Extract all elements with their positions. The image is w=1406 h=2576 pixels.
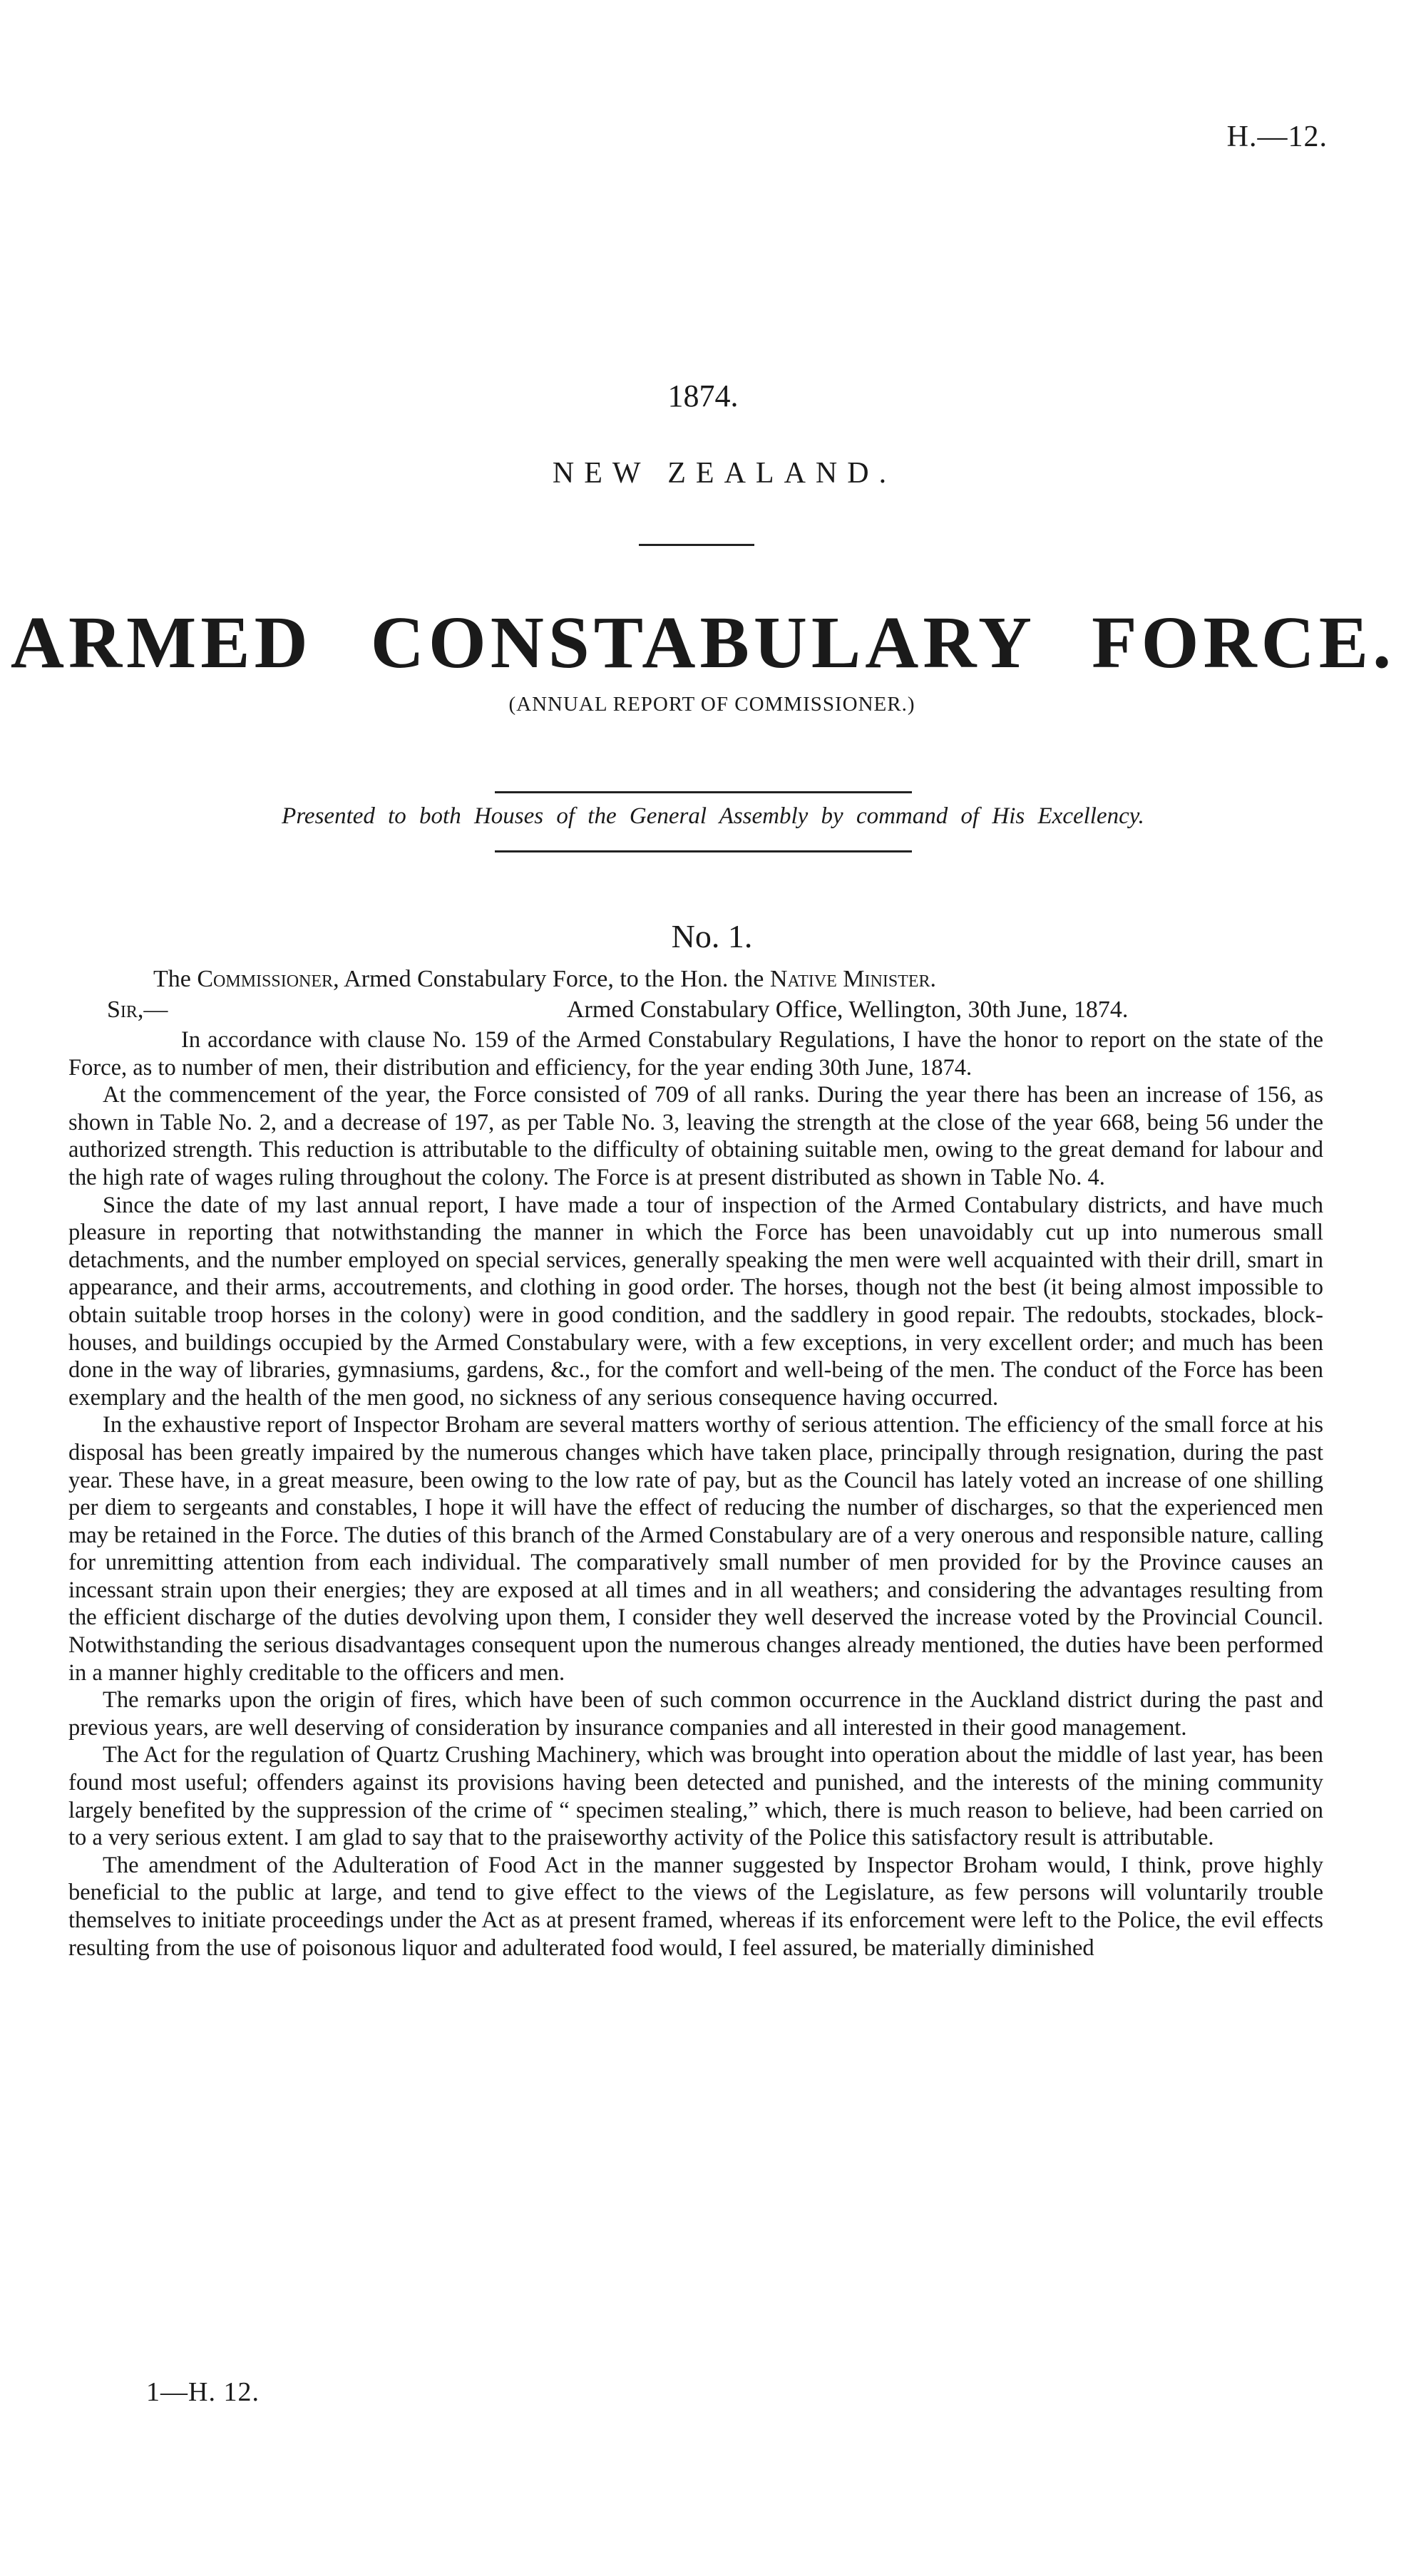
document-year: 1874. — [667, 378, 739, 413]
paragraph: In the exhaustive report of Inspector Broham are several matters worthy of serious attention. The efficiency of the small force at his disposal has been greatly impaired by the numerous changes which have taken place, principally through resignation, during the past year. These have, in a great measure, been owing to the low rate of pay, but as the Council has lately voted an increase of one shilling per diem to sergeants and constables, I hope it will have the effect of reducing the number of discharges, so that the experienced men may be retained in the Force. The duties of this branch of the Armed Constabulary are of a very onerous and responsible nature, calling for unremitting attention from each individual. The comparatively small number of men provided for by the Province causes an incessant strain upon their energies; they are exposed at all times and in all weathers; and considering the advantages resulting from the efficient discharge of the duties devolving upon them, I consider they well deserved the increase voted by the Provincial Council. Notwithstanding the serious disadvantages consequent upon the numerous changes already mentioned, the duties have been performed in a manner highly creditable to the officers and men. — [68, 1412, 1323, 1686]
letter-number: No. 1. — [671, 918, 753, 954]
letter-address — [153, 966, 936, 993]
paragraph: The remarks upon the origin of fires, which have been of such common occurrence in the Auckland district during the past and previous years, are well deserving of consideration by insurance companies and all interested in their good management. — [68, 1687, 1323, 1741]
presented-rule-bottom — [495, 850, 912, 852]
paragraph: Since the date of my last annual report, I have made a tour of inspection of the Armed Contabulary districts, and have much pleasure in reporting that notwithstanding the manner in which the Force has been unavoidably cut up into numerous small detachments, and the number employed on special services, generally speaking the men were well acquainted with their drill, smart in appearance, and their arms, accoutrements, and clothing in good order. The horses, though not the best (it being almost impossible to obtain suitable troop horses in the colony) were in good condition, and the saddlery in good repair. The redoubts, stockades, block-houses, and buildings occupied by the Armed Constabulary were, with a few exceptions, in very excellent order; and much has been done in the way of libraries, gymnasiums, gardens, &c., for the comfort and well-being of the men. The conduct of the Force has been exemplary and the health of the men good, no sickness of any serious consequence having occurred. — [68, 1192, 1323, 1411]
page-title: ARMED CONSTABULARY FORCE. — [10, 602, 1396, 684]
heading-divider — [639, 544, 754, 546]
address-middle: , Armed Constabulary Force, to the Hon. the — [333, 966, 770, 992]
presented-rule-top — [495, 791, 912, 793]
paragraph: At the commencement of the year, the Force consisted of 709 of all ranks. During the year there has been an increase of 156, as shown in Table No. 2, and a decrease of 197, as per Table No. 3, leaving the strength at the close of the year 668, being 56 under the authorized strength. This reduction is attributable to the difficulty of obtaining suitable men, owing to the great demand for labour and the high rate of wages ruling throughout the colony. The Force is at present distributed as shown in Table No. 4. — [68, 1082, 1323, 1190]
salutation: Sir,— — [107, 996, 168, 1023]
page-subtitle: (ANNUAL REPORT OF COMMISSIONER.) — [508, 693, 915, 716]
address-to: Native Minister — [769, 966, 930, 992]
letter-body — [68, 1026, 1323, 1962]
country-heading: NEW ZEALAND. — [552, 457, 897, 490]
presented-line: Presented to both Houses of the General Assembly by command of His Excellency. — [282, 803, 1144, 829]
address-prefix: The — [153, 966, 197, 992]
document-code: H.—12. — [1226, 120, 1328, 153]
paragraph: The Act for the regulation of Quartz Crushing Machinery, which was brought into operation about the middle of last year, has been found most useful; offenders against its provisions having been detected and punished, and the interests of the mining community largely benefited by the suppression of the crime of “ specimen stealing,” which, there is much reason to believe, had been carried on to a very serious extent. I am glad to say that to the praiseworthy activity of the Police this satisfactory result is attributable. — [68, 1742, 1323, 1851]
address-suffix: . — [930, 966, 936, 992]
address-from: Commissioner — [197, 966, 334, 992]
paragraph: In accordance with clause No. 159 of the Armed Constabulary Regulations, I have the honor to report on the state of the Force, as to number of men, their distribution and efficiency, for the year ending 30th June, 1874. — [68, 1027, 1323, 1081]
sender-line: Armed Constabulary Office, Wellington, 30th June, 1874. — [567, 996, 1129, 1023]
page-footer: 1—H. 12. — [146, 2377, 260, 2407]
paragraph: The amendment of the Adulteration of Food Act in the manner suggested by Inspector Broham would, I think, prove highly beneficial to the public at large, and tend to give effect to the views of the Legislature, as few persons will voluntarily trouble themselves to initiate proceedings under the Act as at present framed, whereas if its enforcement were left to the Police, the evil effects resulting from the use of poisonous liquor and adulterated food would, I feel assured, be materially diminished — [68, 1852, 1323, 1961]
